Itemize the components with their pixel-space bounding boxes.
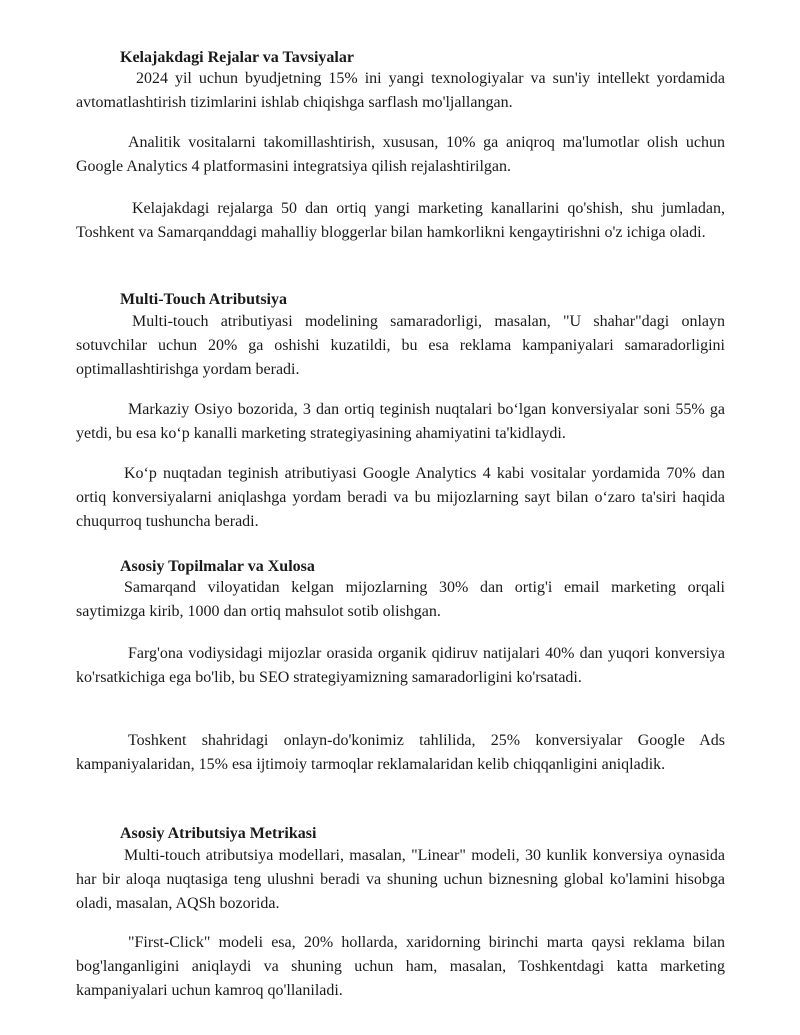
paragraph: Samarqand viloyatidan kelgan mijozlarning 30% dan ortig'i email marketing orqali saytimizga kirib, 1000 dan ortiq mahsulot sotib olishgan. — [76, 579, 725, 620]
section-heading: Asosiy Atributsiya Metrikasi — [120, 825, 317, 842]
paragraph: Farg'ona vodiysidagi mijozlar orasida organik qidiruv natijalari 40% dan yuqori konversiya ko'rsatkichiga ega bo'lib, bu SEO strategiyamizning samaradorligini ko'rsatadi. — [76, 645, 725, 686]
paragraph: Analitik vositalarni takomillashtirish, xususan, 10% ga aniqroq ma'lumotlar olish uchun Google Analytics 4 platformasini integratsiya qilish rejalashtirilgan. — [76, 134, 725, 175]
paragraph: 2024 yil uchun byudjetning 15% ini yangi texnologiyalar va sun'iy intellekt yordamida avtomatlashtirish tizimlarini ishlab chiqishga sarflash mo'ljallangan. — [76, 70, 725, 111]
paragraph: Toshkent shahridagi onlayn-do'konimiz tahlilida, 25% konversiyalar Google Ads kampaniyalaridan, 15% esa ijtimoiy tarmoqlar reklamalaridan kelib chiqqanligini aniqladik. — [76, 732, 725, 773]
paragraph: Kelajakdagi rejalarga 50 dan ortiq yangi marketing kanallarini qo'shish, shu jumladan, Toshkent va Samarqanddagi mahalliy bloggerlar bilan hamkorlikni kengaytirishni o'z ichiga oladi. — [76, 200, 725, 241]
paragraph: "First-Click" modeli esa, 20% hollarda, xaridorning birinchi marta qaysi reklama bilan bog'langanligini aniqlaydi va shuning uchun ham, masalan, Toshkentdagi katta marketing kampaniyalari uchun kamroq qo'llaniladi. — [76, 934, 725, 999]
section-heading: Kelajakdagi Rejalar va Tavsiyalar — [120, 49, 354, 66]
paragraph: Multi-touch atributsiya modellari, masalan, "Linear" modeli, 30 kunlik konversiya oynasida har bir aloqa nuqtasiga teng ulushni beradi va shuning uchun biznesning global ko'lamini hisobga oladi, masalan, AQSh bozorida. — [76, 847, 725, 912]
section-heading: Asosiy Topilmalar va Xulosa — [120, 558, 315, 575]
paragraph: Ko‘p nuqtadan teginish atributiyasi Google Analytics 4 kabi vositalar yordamida 70% dan ortiq konversiyalarni aniqlashga yordam beradi va bu mijozlarning sayt bilan o‘zaro ta'siri haqida chuqurroq tushuncha beradi. — [76, 465, 725, 530]
paragraph: Multi-touch atributiyasi modelining samaradorligi, masalan, "U shahar"dagi onlayn sotuvchilar uchun 20% ga oshishi kuzatildi, bu esa reklama kampaniyalari samaradorligini optimallashtirishga yordam beradi. — [76, 313, 725, 378]
paragraph: Markaziy Osiyo bozorida, 3 dan ortiq teginish nuqtalari bo‘lgan konversiyalar soni 55% ga yetdi, bu esa ko‘p kanalli marketing strategiyasining ahamiyatini ta'kidlaydi. — [76, 401, 725, 442]
section-heading: Multi-Touch Atributsiya — [120, 291, 287, 308]
